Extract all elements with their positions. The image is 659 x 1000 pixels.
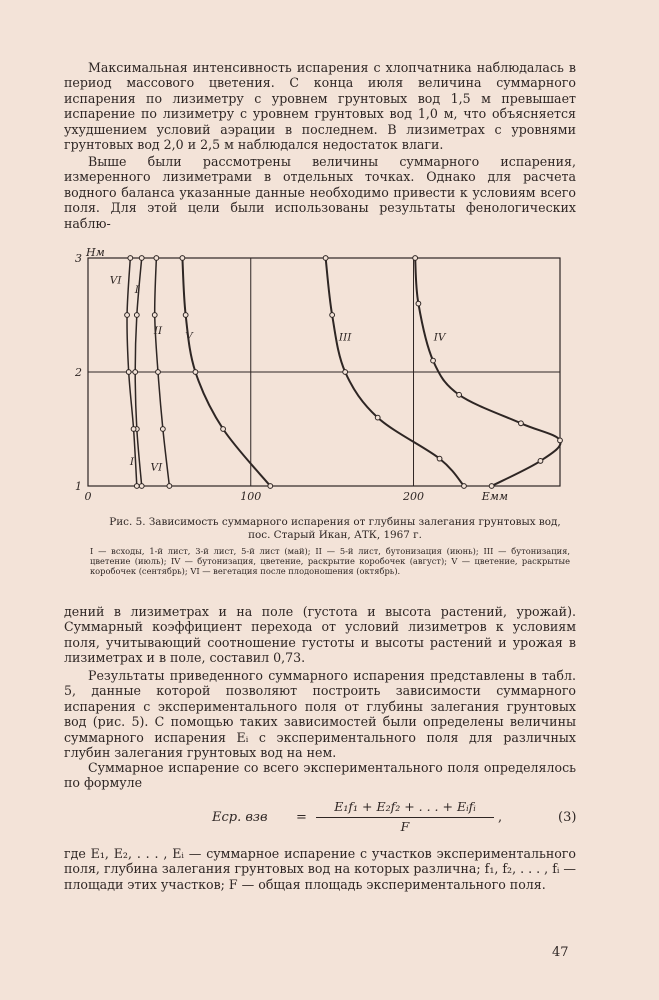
series-IV-point: [558, 438, 563, 443]
formula-equals: =: [296, 810, 307, 825]
x-tick-label: 100: [240, 490, 262, 503]
paragraph-1: Максимальная интенсивность испарения с хлопчатника наблюдалась в период массового цветения. С конца июля величина суммарного испарения по лизиметру с уровнем грунтовых вод 1,5 м превышает испарение по лизиметру с уровнем грунтовых вод 1,0 м, что объясняется ухудшением условий аэрации в последнем. В лизиметрах с уровнями грунтовых вод 2,0 и 2,5 м наблюдался недостаток влаги.: [64, 60, 576, 153]
series-III-point: [462, 484, 467, 489]
series-V-point: [183, 313, 188, 318]
series-V-point: [193, 370, 198, 375]
series-II-point: [154, 256, 159, 261]
series-I-point: [139, 484, 144, 489]
series-II-label: II: [153, 324, 163, 337]
series-VI-point: [134, 484, 139, 489]
series-IV-point: [489, 484, 494, 489]
series-I-point: [133, 370, 138, 375]
series-IV-point: [457, 392, 462, 397]
series-VI-label: VI: [109, 274, 122, 287]
series-II-point: [152, 313, 157, 318]
series-IV-point: [413, 256, 418, 261]
formula-denominator: F: [400, 819, 410, 834]
x-tick-label: 200: [403, 490, 425, 503]
series-III-point: [437, 456, 442, 461]
series-I-point: [134, 313, 139, 318]
series-IV-point: [416, 301, 421, 306]
series-IV-point: [538, 459, 543, 464]
series-VI-point: [126, 370, 131, 375]
formula-number: (3): [558, 810, 577, 825]
figure-caption: Рис. 5. Зависимость суммарного испарения от глубины залегания грунтовых вод, пос. Старый Икан, АТК, 1967 г.: [109, 516, 561, 541]
series-V-point: [221, 427, 226, 432]
y-axis-label: Нм: [86, 246, 105, 259]
series-II-point: [167, 484, 172, 489]
series-VI-label: VI: [150, 461, 163, 474]
series-IV-point: [431, 358, 436, 363]
y-tick-label: 3: [75, 252, 82, 265]
series-I-label: I: [134, 283, 139, 296]
series-II-point: [160, 427, 165, 432]
formula-numerator: E₁f₁ + E₂f₂ + . . . + Eᵢfᵢ: [334, 799, 476, 814]
figure-legend: I — всходы, 1-й лист, 3-й лист, 5-й лист (май); II — 5-й лист, бутонизация (июнь); III — бутонизация, цветение (июль); IV — бутонизация, цветение, раскрытие коробочек (август); V — цветение, раскрытые коробочек (сентябрь); VI — вегетация после плодоношения (октябрь).: [90, 546, 570, 577]
series-V-point: [268, 484, 273, 489]
page-number: 47: [552, 945, 569, 960]
series-III-point: [343, 370, 348, 375]
x-axis-label: Емм: [481, 490, 509, 503]
series-VI-point: [128, 256, 133, 261]
paragraph-2: Выше были рассмотрены величины суммарного испарения, измеренного лизиметрами в отдельных точках. Однако для расчета водного баланса указанные данные необходимо привести к условиям всего поля. Для этой цели были использованы результаты фенологических наблю-: [64, 154, 576, 231]
series-III-label: III: [338, 331, 352, 344]
figure-5-chart: [60, 244, 580, 512]
series-II-point: [156, 370, 161, 375]
series-VI-point: [131, 427, 136, 432]
formula-3: [64, 798, 584, 838]
series-III-point: [323, 256, 328, 261]
formula-fraction-bar: [316, 817, 494, 818]
paragraph-6: где E₁, E₂, . . . , Eᵢ — суммарное испарение с участков экспериментального поля, глубина залегания грунтовых вод на которых различна; f₁, f₂, . . . , fᵢ — площади этих участков; F — общая площадь экспериментального поля.: [64, 846, 576, 892]
series-V-point: [180, 256, 185, 261]
formula-lhs: Eср. взв: [212, 810, 268, 825]
y-tick-label: 2: [75, 366, 82, 379]
series-I-point: [139, 256, 144, 261]
series-I-label: I: [129, 455, 135, 468]
series-III-point: [330, 313, 335, 318]
series-V-label: V: [185, 330, 193, 343]
series-III-point: [375, 415, 380, 420]
series-VI-point: [125, 313, 130, 318]
x-tick-label: 0: [84, 490, 92, 503]
paragraph-4: Результаты приведенного суммарного испарения представлены в табл. 5, данные которой позволяют построить зависимости суммарного испарения с экспериментального поля от глубины залегания грунтовых вод (рис. 5). С помощью таких зависимостей были определены величины суммарного испарения Eᵢ с экспериментального поля для различных глубин залегания грунтовых вод на нем.: [64, 668, 576, 761]
y-tick-label: 1: [75, 480, 82, 493]
series-IV-label: IV: [433, 331, 446, 344]
paragraph-5: Суммарное испарение со всего экспериментального поля определялось по формуле: [64, 760, 576, 791]
series-IV-point: [519, 421, 524, 426]
paragraph-3: дений в лизиметрах и на поле (густота и высота растений, урожай). Суммарный коэффициент перехода от условий лизиметров к условиям поля, учитывающий соотношение густоты и высоты растений и урожая в лизиметрах и в поле, составил 0,73.: [64, 604, 576, 666]
formula-comma: ,: [498, 810, 503, 825]
